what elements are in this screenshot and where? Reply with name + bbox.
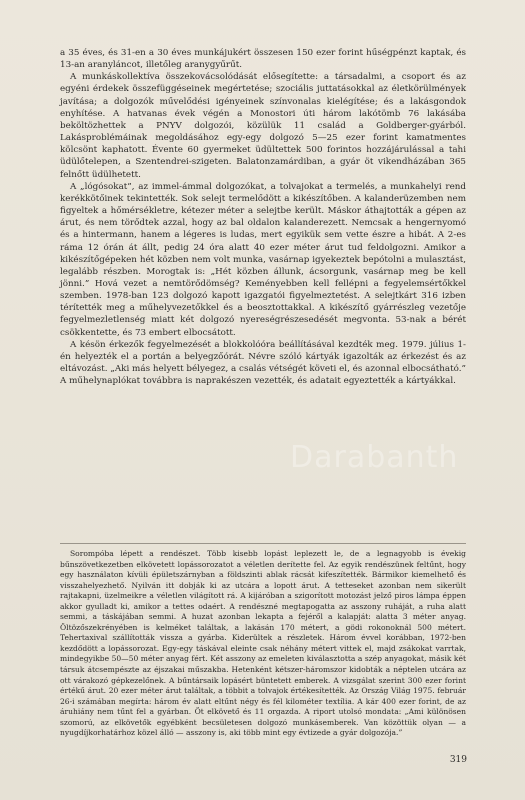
small-print-text	[60, 549, 466, 739]
paragraph: A munkáskollektíva összekovácsolódását elősegítette: a társadalmi, a csoport és az egyéni érdekek összefüggéseinek megértetése; szociális juttatásokkal az életkörülmények javítása; a dolgozók művelődési igényeinek színvonalas kielégítése; és a lakásgondok enyhítése. A hatvanas évek végén a Monostori úti három lakótömb 76 lakásába beköltözhettek a PNYV dolgozói, közülük 11 család a Goldberger-gyárból. Lakásproblémáinak megoldásához egy-egy dolgozó 5—25 ezer forint kamatmentes kölcsönt kaphatott. Évente 60 gyermeket üdültettek 500 forintos hozzájárulással a tahi üdülőtelepen, a Szentendrei-szigeten. Balatonzamárdiban, a gyár öt vikendházában 365 felnőtt üdülhetett.	[60, 72, 466, 180]
paragraph: a 35 éves, és 31-en a 30 éves munkájukért összesen 150 ezer forint hűségpénzt kaptak, és 13-an aranyláncot, illetőleg aranygyűrűt.	[60, 48, 466, 71]
section-divider	[60, 543, 466, 544]
paragraph: A „lógósokat”, az immel-ámmal dolgozókat, a tolvajokat a termelés, a munkahelyi rend kerékkötőinek tekintették. Sok selejt termelődött a kikészítőben. A kalanderüzemben nem figyeltek a hőmérsékletre, kétezer méter a selejtbe került. Máskor áthajtották a gépen az árut, és nem törődtek azzal, hogy az bal oldalon kalanderezett. Nemcsak a hengernyomó és a hintermann, hanem a légeres is ludas, mert egyikük sem vette észre a hibát. A 2-es rámа 12 órán át állt, pedig 24 óra alatt 40 ezer méter árut tud feldolgozni. Amikor a kikészítőgépeken hét közben nem volt munka, vasárnap igyekeztek bepótolni a mulasztást, legalább részben. Morogtak is: „Hét közben állunk, ácsorgunk, vasárnap meg be kell jönni.” Hová vezet a nemtörődömség? Keményebben kell fellépni a fegyelemsértőkkel szemben. 1978-ban 123 dolgozó kapott igazgatói figyelmeztetést. A selejtkárt 316 izben térítették meg a műhelyvezetőkkel és a beosztottakkal. A kikészítő gyárrészleg vezetője fegyelmezletlenség miatt két dolgozó nyereségrészesedését megvonta. 53-nak a bérét csökkentette, és 73 embert elbocsátott.	[60, 181, 466, 338]
watermark: Darabanth	[290, 440, 459, 475]
main-text	[60, 47, 466, 387]
paragraph: Sorompóba lépett a rendészet. Több kisebb lopást leplezett le, de a legnagyobb is évekig bűnszövetkezetben elkövetett lopássorozatot a véletlen derítette fel. Az egyik rendészünek feltűnt, hogy egy használaton kívüli épületszárnyban a földszinti ablak rácsát kifeszítették. Bármikor kiemelhető és visszahelyezhető. Nyilván itt dobják ki az utcára a lopott árut. A tetteseket azonban nem sikerült rajtakapni, üzelmeikre a véletlen világított rá. A kijáróban a szigorított motozást jelző piros lámpa éppen akkor gyulladt ki, amikor a tettes odaért. A rendészné megtapogatta az asszony ruháját, a ruha alatt semmi, a táskájában semmi. A huzat azonban lekapta a fejéről a kalapját: alatta 3 méter anyag. Öltözőszekrényében is kelméket találtak, a lakásán 170 métert, a gödi rokonoknál 500 métert. Tehertaxival szállították vissza a gyárba. Kiderültek a részletek. Három évvel korábban, 1972-ben kezdődött a lopássorozat. Egy-egy táskával eleinte csak néhány métert vittek el, majd zsákokat varrtak, mindegyikbe 50—50 méter anyag fért. Két asszony az emeleten kiválasztotta a szép anyagokat, másik két társuk átcsempészte az éjszakai műszakba. Hetenként kétszer-háromszor kidobták a néptelen utcára az ott várakozó gépkezelőnek. A bűntársaik lopásért büntetett emberek. A vizsgálat szerint 300 ezer forint értékű árut. 20 ezer méter árut találtak, a többit a tolvajok értékesítették. Az Ország Világ 1975. február 26-i számában megírta: három év alatt eltűnt négy és fél kilométer textília. A kár 400 ezer forint, de az áruhiány nem tűnt fel a gyárban. Öt elkövető és 11 orgazda. A riport utolsó mondata: „Ami különösen szomorú, az elkövetők egyébként becsületesen dolgozó munkásemberek. Van közöttük olyan — a nyugdíjkorhatárhoz közel álló — asszony is, aki több mint egy évtizede a gyár dolgozója.”	[60, 549, 466, 738]
page-number: 319	[449, 755, 467, 765]
paragraph: A késön érkezők fegyelmezését a blokkolóóra beállításával kezdték meg. 1979. július 1-én helyezték el a portán a belyegzőórát. Névre szóló kártyák igazolták az érkezést és az eltávozást. „Aki más helyett bélyegez, a csalás vétségét követi el, és azonnal elbocsátható.” A műhelynaplókat továbbra is naprakészen vezették, és adatait egyeztették a kártyákkal.	[60, 339, 466, 387]
